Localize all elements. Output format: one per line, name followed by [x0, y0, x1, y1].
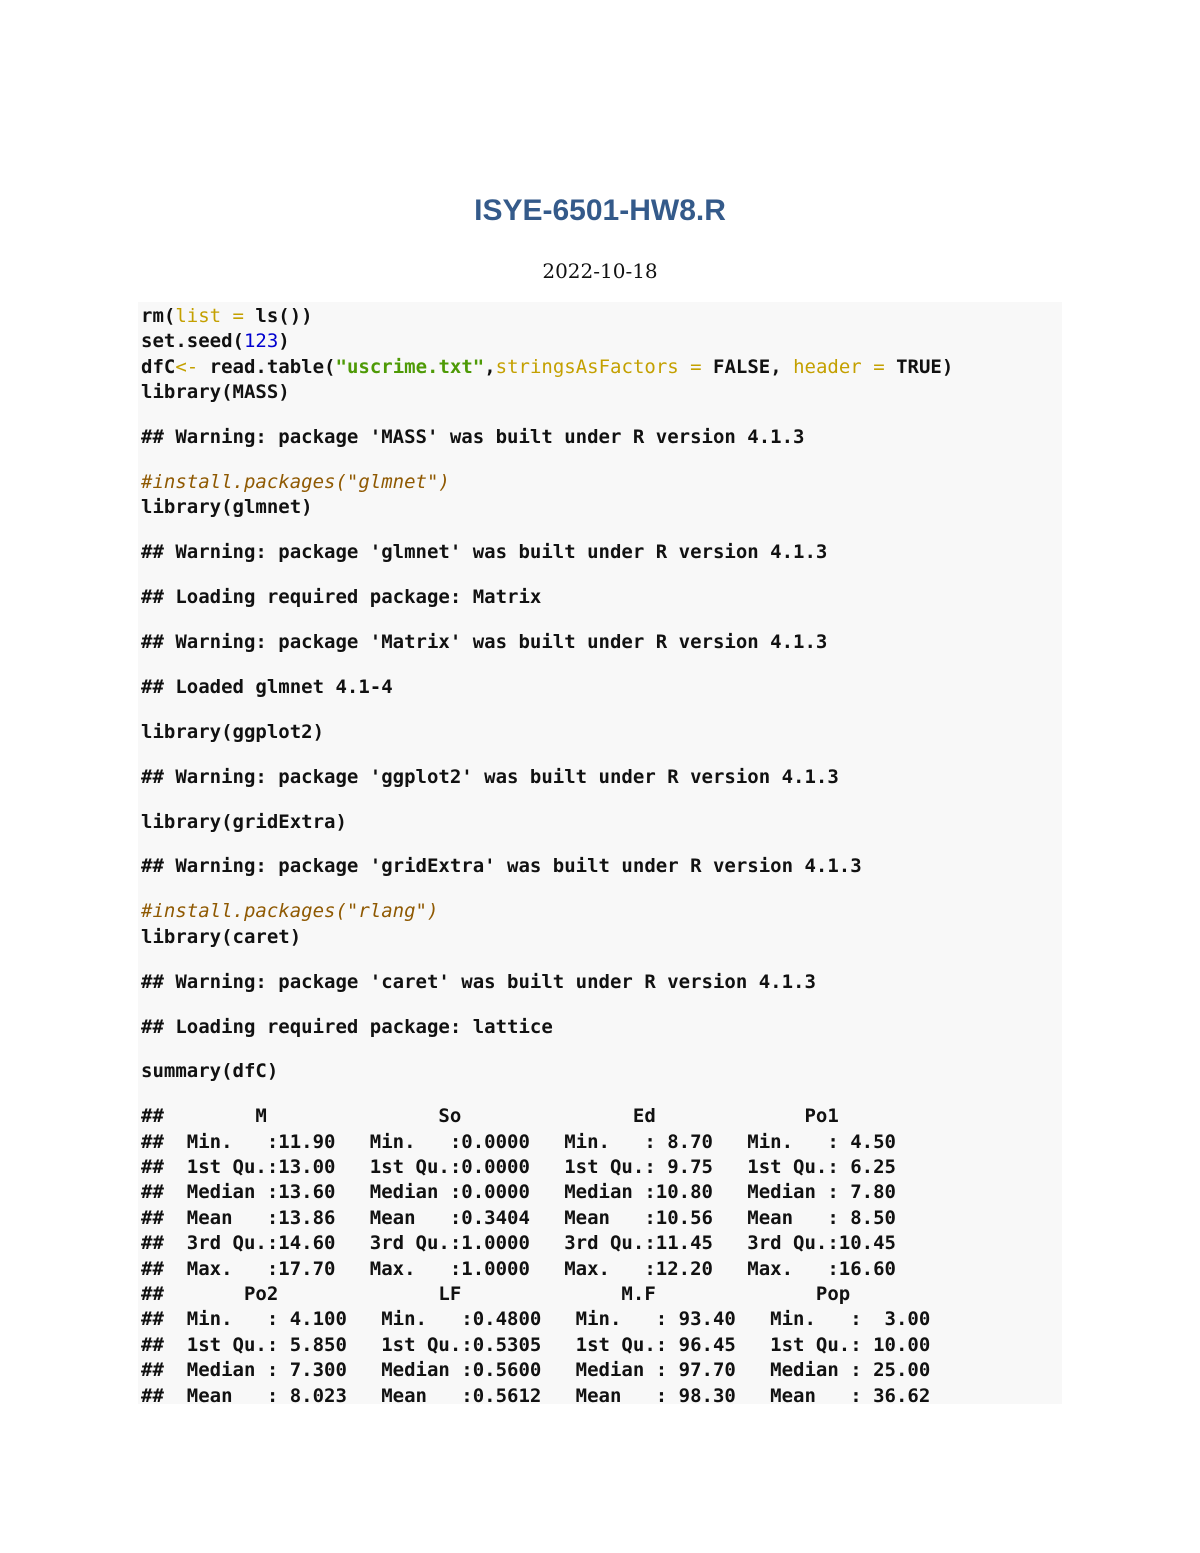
- page-date: 2022-10-18: [542, 259, 658, 283]
- comment-install-rlang: #install.packages("rlang"): [141, 900, 439, 923]
- summary-row-1st-qu: ## 1st Qu.:13.00 1st Qu.:0.0000 1st Qu.: 9.75 1st Qu.: 6.25: [141, 1156, 919, 1179]
- operator-token: =: [861, 355, 897, 378]
- summary-header-row: ## M So Ed Po1: [141, 1105, 919, 1128]
- code-token: set.seed(: [141, 330, 244, 353]
- code-line-rm: [141, 304, 953, 329]
- code-token: ls()): [255, 305, 313, 327]
- summary-row-min: ## Min. :11.90 Min. :0.0000 Min. : 8.70 Min. : 4.50: [141, 1130, 919, 1153]
- argument-name-token: header: [793, 355, 862, 378]
- code-panel: [138, 302, 1062, 1404]
- summary-row-1st-qu: ## 1st Qu.: 5.850 1st Qu.:0.5305 1st Qu.: 96.45 1st Qu.: 10.00: [141, 1333, 931, 1356]
- code-token: ): [278, 330, 290, 353]
- comment-install-glmnet: #install.packages("glmnet"): [141, 470, 450, 493]
- code-token: TRUE): [896, 355, 954, 378]
- operator-token: =: [678, 355, 714, 378]
- string-token: "uscrime.txt": [335, 355, 485, 378]
- summary-row-median: ## Median : 7.300 Median :0.5600 Median : 97.70 Median : 25.00: [141, 1359, 931, 1382]
- summary-row-3rd-qu: ## 3rd Qu.:14.60 3rd Qu.:1.0000 3rd Qu.:11.45 3rd Qu.:10.45: [141, 1232, 919, 1255]
- number-token: 123: [243, 330, 279, 353]
- code-line-library-glmnet: library(glmnet): [141, 496, 313, 519]
- code-token: FALSE,: [713, 355, 794, 378]
- summary-header-row: ## Po2 LF M.F Pop: [141, 1283, 908, 1306]
- output-warning-gridextra: ## Warning: package 'gridExtra' was built under R version 4.1.3: [141, 855, 862, 878]
- operator-token: <-: [175, 355, 199, 378]
- summary-row-median: ## Median :13.60 Median :0.0000 Median :10.80 Median : 7.80: [141, 1181, 919, 1204]
- code-line-summary: summary(dfC): [141, 1060, 279, 1083]
- code-line-library-ggplot2: library(ggplot2): [141, 720, 325, 743]
- code-line-library-caret: library(caret): [141, 925, 302, 948]
- summary-row-max: ## Max. :17.70 Max. :1.0000 Max. :12.20 Max. :16.60: [141, 1257, 919, 1280]
- output-loaded-glmnet: ## Loaded glmnet 4.1-4: [141, 675, 393, 698]
- argument-name-token: stringsAsFactors: [495, 355, 679, 378]
- page-title: ISYE-6501-HW8.R: [474, 194, 726, 227]
- output-warning-mass: ## Warning: package 'MASS' was built under R version 4.1.3: [141, 426, 805, 449]
- summary-row-mean: ## Mean :13.86 Mean :0.3404 Mean :10.56 Mean : 8.50: [141, 1206, 919, 1229]
- operator-token: =: [221, 305, 256, 327]
- code-line-set-seed: [141, 329, 953, 354]
- output-warning-caret: ## Warning: package 'caret' was built under R version 4.1.3: [141, 970, 816, 993]
- code-lines: [141, 304, 953, 1404]
- code-line-read-table: [141, 355, 953, 380]
- output-warning-ggplot2: ## Warning: package 'ggplot2' was built under R version 4.1.3: [141, 765, 839, 788]
- code-token: ,: [484, 355, 496, 378]
- argument-name-token: list: [175, 305, 222, 327]
- summary-row-min: ## Min. : 4.100 Min. :0.4800 Min. : 93.40 Min. : 3.00: [141, 1308, 931, 1331]
- code-token: rm(: [141, 305, 176, 327]
- summary-row-mean: ## Mean : 8.023 Mean :0.5612 Mean : 98.30 Mean : 36.62: [141, 1384, 931, 1404]
- output-warning-glmnet: ## Warning: package 'glmnet' was built under R version 4.1.3: [141, 541, 828, 564]
- code-line-library-mass: library(MASS): [141, 381, 290, 404]
- code-line-library-gridextra: library(gridExtra): [141, 810, 347, 833]
- code-token: read.table(: [198, 355, 336, 378]
- output-loading-matrix: ## Loading required package: Matrix: [141, 586, 542, 609]
- output-warning-matrix: ## Warning: package 'Matrix' was built under R version 4.1.3: [141, 631, 828, 654]
- output-loading-lattice: ## Loading required package: lattice: [141, 1015, 553, 1038]
- code-token: dfC: [141, 355, 176, 378]
